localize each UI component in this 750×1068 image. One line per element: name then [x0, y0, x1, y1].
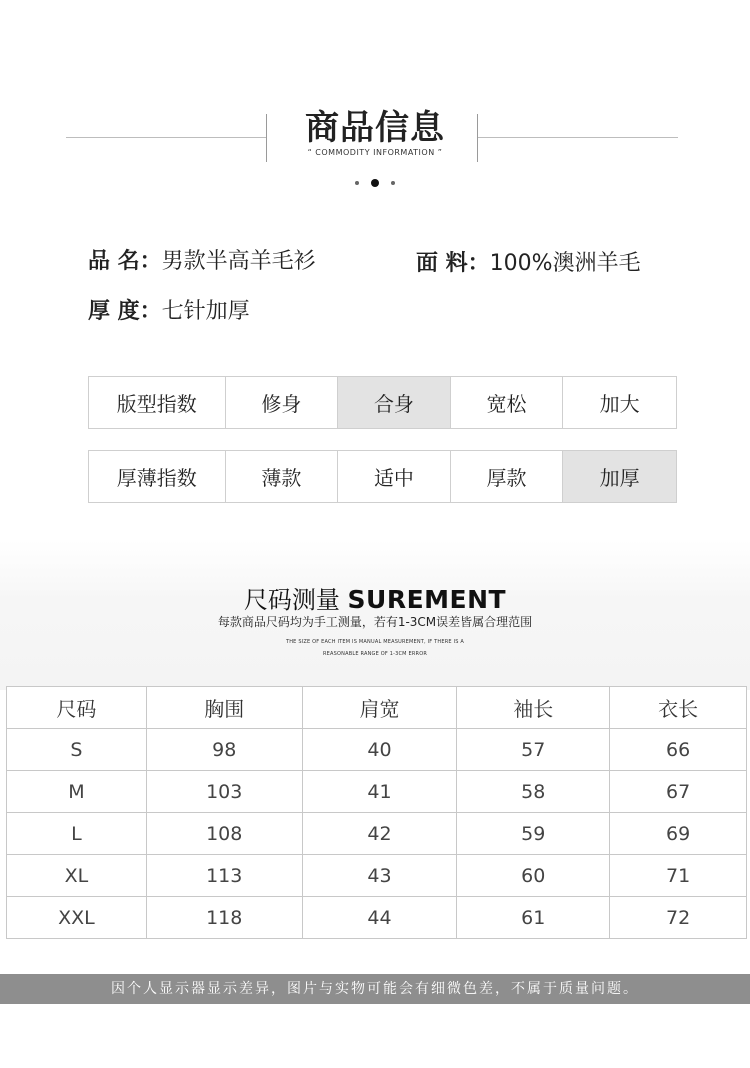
table-cell: 59 [457, 813, 610, 855]
thickness-option-selected: 加厚 [563, 451, 676, 502]
table-cell: 118 [146, 897, 302, 939]
table-cell: 61 [457, 897, 610, 939]
decorative-dots [0, 172, 750, 191]
table-header-row [7, 687, 747, 729]
table-cell: 42 [302, 813, 457, 855]
table-cell: M [7, 771, 147, 813]
thickness-index-table [88, 450, 677, 503]
fit-index-table [88, 376, 677, 429]
table-cell: 72 [610, 897, 747, 939]
table-cell: 69 [610, 813, 747, 855]
info-name-label: 品 名： [88, 249, 162, 274]
table-header-cell: 胸围 [146, 687, 302, 729]
table-cell: 40 [302, 729, 457, 771]
table-cell: XXL [7, 897, 147, 939]
table-cell: XL [7, 855, 147, 897]
info-material-value: 100%澳洲羊毛 [489, 251, 641, 276]
table-cell: 98 [146, 729, 302, 771]
measurement-note-en-1: THE SIZE OF EACH ITEM IS MANUAL MEASUREMENT, IF THERE IS A [285, 639, 465, 645]
dot-icon [391, 181, 395, 185]
info-thickness-label: 厚 度： [88, 299, 162, 324]
table-cell: 43 [302, 855, 457, 897]
table-row [7, 771, 747, 813]
dot-icon [355, 181, 359, 185]
table-cell: 57 [457, 729, 610, 771]
measurement-title-cn: 尺码测量 [243, 586, 340, 614]
table-row [7, 855, 747, 897]
measurement-subtitle: 每款商品尺码均为手工测量，若有1-3CM误差皆属合理范围 [217, 615, 533, 629]
fit-option: 加大 [599, 392, 640, 416]
thickness-index-label: 厚薄指数 [89, 451, 226, 502]
fit-index-label: 版型指数 [89, 377, 226, 428]
disclaimer-footer: 因个人显示器显示差异，图片与实物可能会有细微色差，不属于质量问题。 [0, 974, 750, 1004]
table-row [7, 729, 747, 771]
fit-option: 宽松 [451, 377, 564, 428]
thickness-option: 适中 [338, 451, 451, 502]
info-name [88, 244, 316, 275]
table-row [7, 897, 747, 939]
table-cell: 41 [302, 771, 457, 813]
measurement-title-en: SUREMENT [347, 585, 507, 614]
table-cell: L [7, 813, 147, 855]
table-cell: 66 [610, 729, 747, 771]
table-cell: 58 [457, 771, 610, 813]
table-header-cell: 袖长 [457, 687, 610, 729]
info-thickness-value: 七针加厚 [161, 299, 250, 324]
table-cell: 113 [146, 855, 302, 897]
table-header-cell: 衣长 [610, 687, 747, 729]
page-subtitle: “ COMMODITY INFORMATION ” [307, 148, 443, 157]
fit-option-selected: 合身 [338, 377, 451, 428]
table-header-cell: 肩宽 [302, 687, 457, 729]
table-cell: 108 [146, 813, 302, 855]
info-material [416, 246, 641, 277]
measurement-title [0, 580, 750, 615]
table-cell: 67 [610, 771, 747, 813]
fit-option: 修身 [226, 377, 339, 428]
table-cell: S [7, 729, 147, 771]
table-cell: 44 [302, 897, 457, 939]
info-name-value: 男款半高羊毛衫 [161, 249, 316, 274]
info-material-label: 面 料： [416, 251, 490, 276]
table-row [7, 813, 747, 855]
table-header-cell: 尺码 [7, 687, 147, 729]
measurement-note-en-2: REASONABLE RANGE OF 1-3CM ERROR [322, 651, 428, 657]
dot-icon [371, 179, 379, 187]
table-cell: 60 [457, 855, 610, 897]
table-cell: 71 [610, 855, 747, 897]
size-table [6, 686, 747, 939]
table-cell: 103 [146, 771, 302, 813]
thickness-option: 厚款 [451, 451, 564, 502]
page-title: 商品信息 [305, 108, 445, 148]
info-thickness [88, 294, 250, 325]
thickness-option: 薄款 [226, 451, 339, 502]
